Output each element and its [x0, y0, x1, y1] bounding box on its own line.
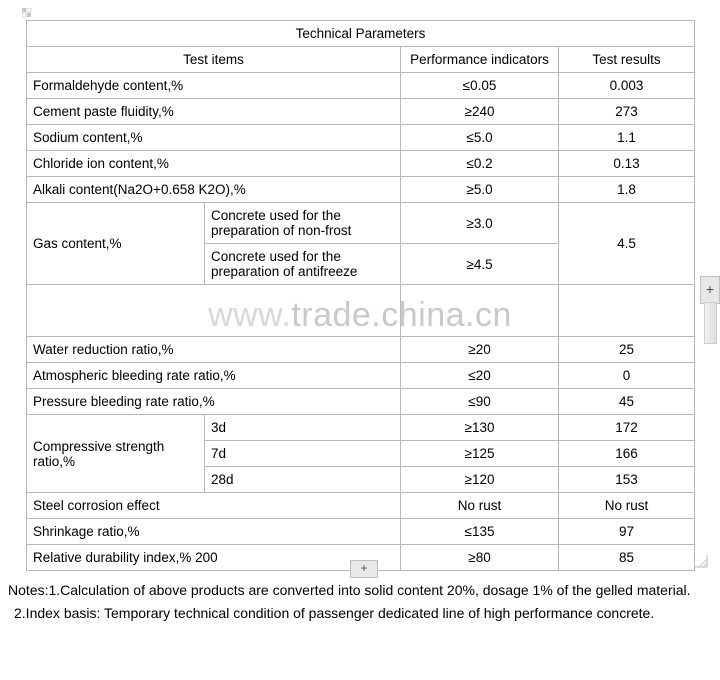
spacer-cell — [27, 285, 401, 337]
row-indicator: ≥120 — [401, 467, 559, 493]
row-result: 153 — [559, 467, 695, 493]
row-subitem-non-frost: Concrete used for the preparation of non-frost — [205, 203, 401, 244]
row-item: Steel corrosion effect — [27, 493, 401, 519]
spacer-cell — [401, 285, 559, 337]
row-result: 172 — [559, 415, 695, 441]
row-indicator: ≤90 — [401, 389, 559, 415]
row-indicator: ≥3.0 — [401, 203, 559, 244]
technical-parameters-table — [26, 20, 694, 571]
row-item: Pressure bleeding rate ratio,% — [27, 389, 401, 415]
row-indicator: ≥20 — [401, 337, 559, 363]
watermark-left: www. — [208, 296, 292, 334]
row-indicator: No rust — [401, 493, 559, 519]
table-row-spacer — [27, 285, 695, 337]
column-header-test-results: Test results — [559, 47, 695, 73]
row-indicator: ≥125 — [401, 441, 559, 467]
crop-corner-bottom-right-icon — [694, 554, 708, 568]
table-row — [27, 389, 695, 415]
row-result: 1.1 — [559, 125, 695, 151]
table-row — [27, 493, 695, 519]
row-indicator: ≥4.5 — [401, 244, 559, 285]
row-item: Alkali content(Na2O+0.658 K2O),% — [27, 177, 401, 203]
table-row — [27, 73, 695, 99]
row-result: 45 — [559, 389, 695, 415]
table-title-row — [27, 21, 695, 47]
row-indicator: ≥240 — [401, 99, 559, 125]
row-indicator: ≤0.2 — [401, 151, 559, 177]
note-line-1: Notes:1.Calculation of above products are converted into solid content 20%, dosage 1% of the gelled material. — [8, 582, 691, 598]
table-row — [27, 125, 695, 151]
row-indicator: ≥80 — [401, 545, 559, 571]
row-item: Chloride ion content,% — [27, 151, 401, 177]
note-line-2: 2.Index basis: Temporary technical condition of passenger dedicated line of high performance concrete. — [14, 605, 655, 621]
notes-block — [8, 580, 708, 626]
table-row — [27, 519, 695, 545]
row-result: No rust — [559, 493, 695, 519]
row-item-gas-content: Gas content,% — [27, 203, 205, 285]
row-item: Cement paste fluidity,% — [27, 99, 401, 125]
table-row-compressive-1 — [27, 415, 695, 441]
column-header-performance-indicators: Performance indicators — [401, 47, 559, 73]
table-row — [27, 99, 695, 125]
row-result: 273 — [559, 99, 695, 125]
table-row — [27, 151, 695, 177]
table-header-row — [27, 47, 695, 73]
row-indicator: ≤5.0 — [401, 125, 559, 151]
row-result: 25 — [559, 337, 695, 363]
row-result: 85 — [559, 545, 695, 571]
row-item: Formaldehyde content,% — [27, 73, 401, 99]
row-item: Sodium content,% — [27, 125, 401, 151]
row-item: Atmospheric bleeding rate ratio,% — [27, 363, 401, 389]
row-result: 0.13 — [559, 151, 695, 177]
row-indicator: ≤135 — [401, 519, 559, 545]
table-title: Technical Parameters — [27, 21, 695, 47]
table-row — [27, 337, 695, 363]
row-subitem-age: 7d — [205, 441, 401, 467]
row-item-compressive-strength-ratio: Compressive strength ratio,% — [27, 415, 205, 493]
spacer-cell — [559, 285, 695, 337]
table-row-gas-content-1 — [27, 203, 695, 244]
column-header-test-items: Test items — [27, 47, 401, 73]
row-item: Shrinkage ratio,% — [27, 519, 401, 545]
watermark-center: trade.china.cn — [291, 296, 512, 334]
table-row — [27, 177, 695, 203]
row-indicator: ≥5.0 — [401, 177, 559, 203]
row-result: 0.003 — [559, 73, 695, 99]
zoom-in-bottom-button[interactable]: + — [350, 560, 378, 578]
row-indicator: ≤20 — [401, 363, 559, 389]
row-item: Relative durability index,% 200 — [27, 545, 401, 571]
row-result: 97 — [559, 519, 695, 545]
row-subitem-age: 3d — [205, 415, 401, 441]
zoom-in-side-button[interactable]: + — [700, 276, 720, 304]
table-row — [27, 363, 695, 389]
row-subitem-antifreeze: Concrete used for the preparation of antifreeze — [205, 244, 401, 285]
row-result: 0 — [559, 363, 695, 389]
row-result: 1.8 — [559, 177, 695, 203]
row-subitem-age: 28d — [205, 467, 401, 493]
row-indicator: ≤0.05 — [401, 73, 559, 99]
row-result: 166 — [559, 441, 695, 467]
row-indicator: ≥130 — [401, 415, 559, 441]
row-result: 4.5 — [559, 203, 695, 285]
row-item: Water reduction ratio,% — [27, 337, 401, 363]
scrollbar-thumb[interactable] — [704, 302, 717, 344]
